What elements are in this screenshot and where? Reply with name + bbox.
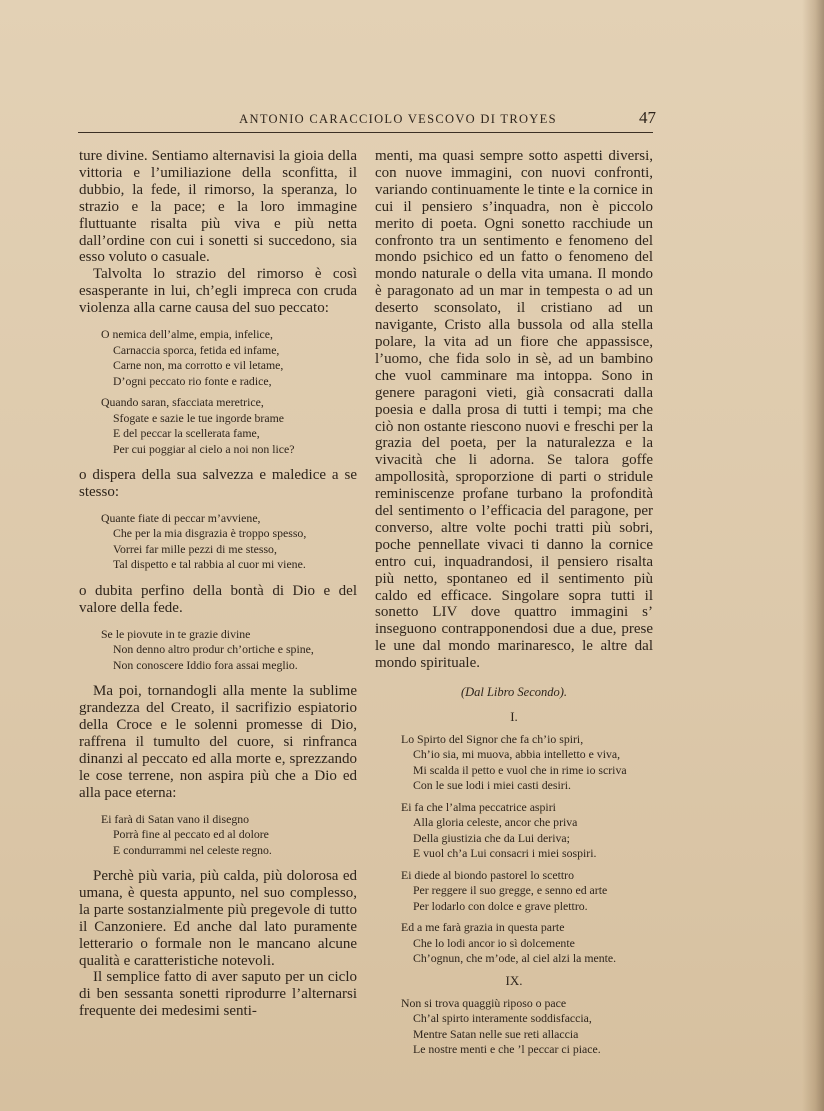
verse-line: Tal dispetto e tal rabbia al cuor mi viene. — [113, 557, 306, 572]
verse-line: Non denno altro produr ch’ortiche e spine, — [113, 642, 314, 657]
paragraph: ture divine. Sentiamo alternavisi la gioia della vittoria e l’umiliazione della sconfitta, il dubbio, la fede, il rimorso, la speranza, lo strazio e la pace; e la loro immagine fluttuante risalta più viva e più netta dall’ordine con cui i sonetti si succedono, sia esso voluto o casuale. — [79, 148, 357, 266]
verse-line: Se le piovute in te grazie divine — [101, 626, 251, 641]
verse-line: Ei diede al biondo pastorel lo scettro — [401, 867, 574, 882]
page-edge-shadow — [802, 0, 824, 1111]
verse-line: Per lodarlo con dolce e grave plettro. — [413, 898, 588, 913]
verse-line: O nemica dell’alme, empia, infelice, — [101, 327, 273, 342]
header-rule — [78, 132, 653, 133]
verse-line: Della giustizia che da Lui deriva; — [413, 830, 570, 845]
verse-line: Ch’ognun, che m’ode, al ciel alzi la mente. — [413, 951, 617, 966]
verse-line: Ch’al spirto interamente soddisfaccia, — [413, 1011, 592, 1026]
verse-line: Ch’io sia, mi muova, abbia intelletto e viva, — [413, 747, 621, 762]
sonnet — [401, 996, 653, 1058]
paragraph: Perchè più varia, più calda, più dolorosa ed umana, è questa appunto, nel suo complesso, la parte sostanzialmente più pregevole di tutto il Canzoniere. Ed anche dal lato puramente letterario o formale non le mancano alcune qualità e caratteristiche notevoli. — [79, 868, 357, 969]
verse-quote — [101, 327, 357, 457]
paragraph: o dubita perfino della bontà di Dio e del valore della fede. — [79, 582, 357, 616]
verse-line: Porrà fine al peccato ed al dolore — [113, 827, 269, 842]
verse-line: Ed a me farà grazia in questa parte — [401, 920, 565, 935]
verse-line: D’ogni peccato rio fonte e radice, — [113, 373, 272, 388]
verse-line: Carne non, ma corrotto e vil letame, — [113, 358, 284, 373]
sonnet — [401, 732, 653, 967]
verse-line: E del peccar la scellerata fame, — [113, 426, 260, 441]
page-header — [78, 110, 658, 132]
verse-line: Per cui poggiar al cielo a noi non lice? — [113, 441, 295, 456]
source-note: (Dal Libro Secondo). — [460, 685, 568, 700]
verse-line: Mi scalda il petto e vuol che in rime io scriva — [413, 762, 627, 777]
verse-quote — [101, 511, 357, 573]
verse-line: Vorrei far mille pezzi di me stesso, — [113, 541, 277, 556]
verse-line: Per reggere il suo gregge, e senno ed arte — [413, 883, 608, 898]
verse-line: Che per la mia disgrazia è troppo spesso, — [113, 526, 307, 541]
verse-line: E vuol ch’a Lui consacri i miei sospiri. — [413, 846, 597, 861]
page-number: 47 — [639, 108, 656, 127]
sonnet-number: I. — [510, 709, 518, 724]
verse-line: Non si trova quaggiù riposo o pace — [401, 995, 567, 1010]
verse-line: Quando saran, sfacciata meretrice, — [101, 395, 264, 410]
sonnet-number: IX. — [505, 972, 523, 988]
running-head: ANTONIO CARACCIOLO VESCOVO DI TROYES — [239, 112, 557, 126]
verse-line: Carnaccia sporca, fetida ed infame, — [113, 342, 280, 357]
verse-line: Lo Spirto del Signor che fa ch’io spiri, — [401, 731, 584, 746]
left-column — [79, 148, 357, 1020]
verse-quote — [101, 627, 357, 674]
verse-line: Non conoscere Iddio fora assai meglio. — [113, 657, 298, 672]
paragraph: o dispera della sua salvezza e maledice a se stesso: — [79, 467, 357, 500]
verse-line: Alla gloria celeste, ancor che priva — [413, 815, 578, 830]
paragraph: Talvolta lo strazio del rimorso è così esasperante in lui, ch’egli impreca con cruda violenza alla carne causa del suo peccato: — [79, 266, 357, 317]
paragraph: menti, ma quasi sempre sotto aspetti diversi, con nuove immagini, con nuovi confronti, variando continuamente le tinte e la cornice in cui il pensiero s’inquadra, non è piccolo merito di poeta. Ogni sonetto racchiude un confronto tra un sentimento e fenomeno del mondo psichico ed un fatto o fenomeno del mondo naturale o della vita umana. Il mondo è paragonato ad un mar in tempesta o ad un deserto sconsolato, il cristiano ad un navigante, Cristo alla bussola od alla stella polare, la vita ad un fiore che appassisce, l’uomo, che fida solo in sè, ad un bambino che vuol camminare ma intoppa. Sono in genere paragoni vieti, già consacrati dalla poesia e dalla prosa di tutti i tempi; ma che ciò non ostante riescono nuovi e freschi per la grazia del poeta, per la naturalezza e la vivacità che li adorna. Se talora goffe ampollosità, sproporzione di parti o stridule reminiscenze profane turbano la profondità del sentimento o l’efficacia del paragone, per converso, altre volte pochi tratti più sobri, poche pennellate vivaci ti danno la cornice entro cui, inquadrandosi, il pensiero risalta più netto, spontaneo ed il sentimento più caldo ed efficace. Singolare sopra tutti il sonetto LIV dove quattro immagini s’ inseguono contrapponendosi due a due, prese le une dal mondo marinaresco, le altre dal mondo spirituale. — [375, 148, 653, 672]
verse-line: E condurrammi nel celeste regno. — [113, 842, 272, 857]
verse-line: Ei farà di Satan vano il disegno — [101, 811, 250, 826]
verse-line: Sfogate e sazie le tue ingorde brame — [113, 410, 284, 425]
verse-line: Ei fa che l’alma peccatrice aspiri — [401, 799, 556, 814]
verse-line: Mentre Satan nelle sue reti allaccia — [413, 1026, 579, 1041]
verse-quote — [101, 812, 357, 859]
paragraph: Il semplice fatto di aver saputo per un ciclo di ben sessanta sonetti riprodurre l’alternarsi frequente dei medesimi senti- — [79, 969, 357, 1020]
verse-line: Con le sue lodi i miei casti desiri. — [413, 778, 571, 793]
verse-line: Le nostre menti e che ’l peccar ci piace. — [413, 1042, 601, 1057]
right-column — [375, 148, 653, 1064]
paragraph: Ma poi, tornandogli alla mente la sublime grandezza del Creato, il sacrifizio espiatorio della Croce e le solenni promesse di Dio, raffrena il tumulto del cuore, si rinfranca dinanzi al peccato ed alla morte e, sprezzando le cose terrene, non aspira più che a Dio ed alla pace eterna: — [79, 683, 357, 801]
verse-line: Che lo lodi ancor io sì dolcemente — [413, 935, 575, 950]
verse-line: Quante fiate di peccar m’avviene, — [101, 510, 261, 525]
